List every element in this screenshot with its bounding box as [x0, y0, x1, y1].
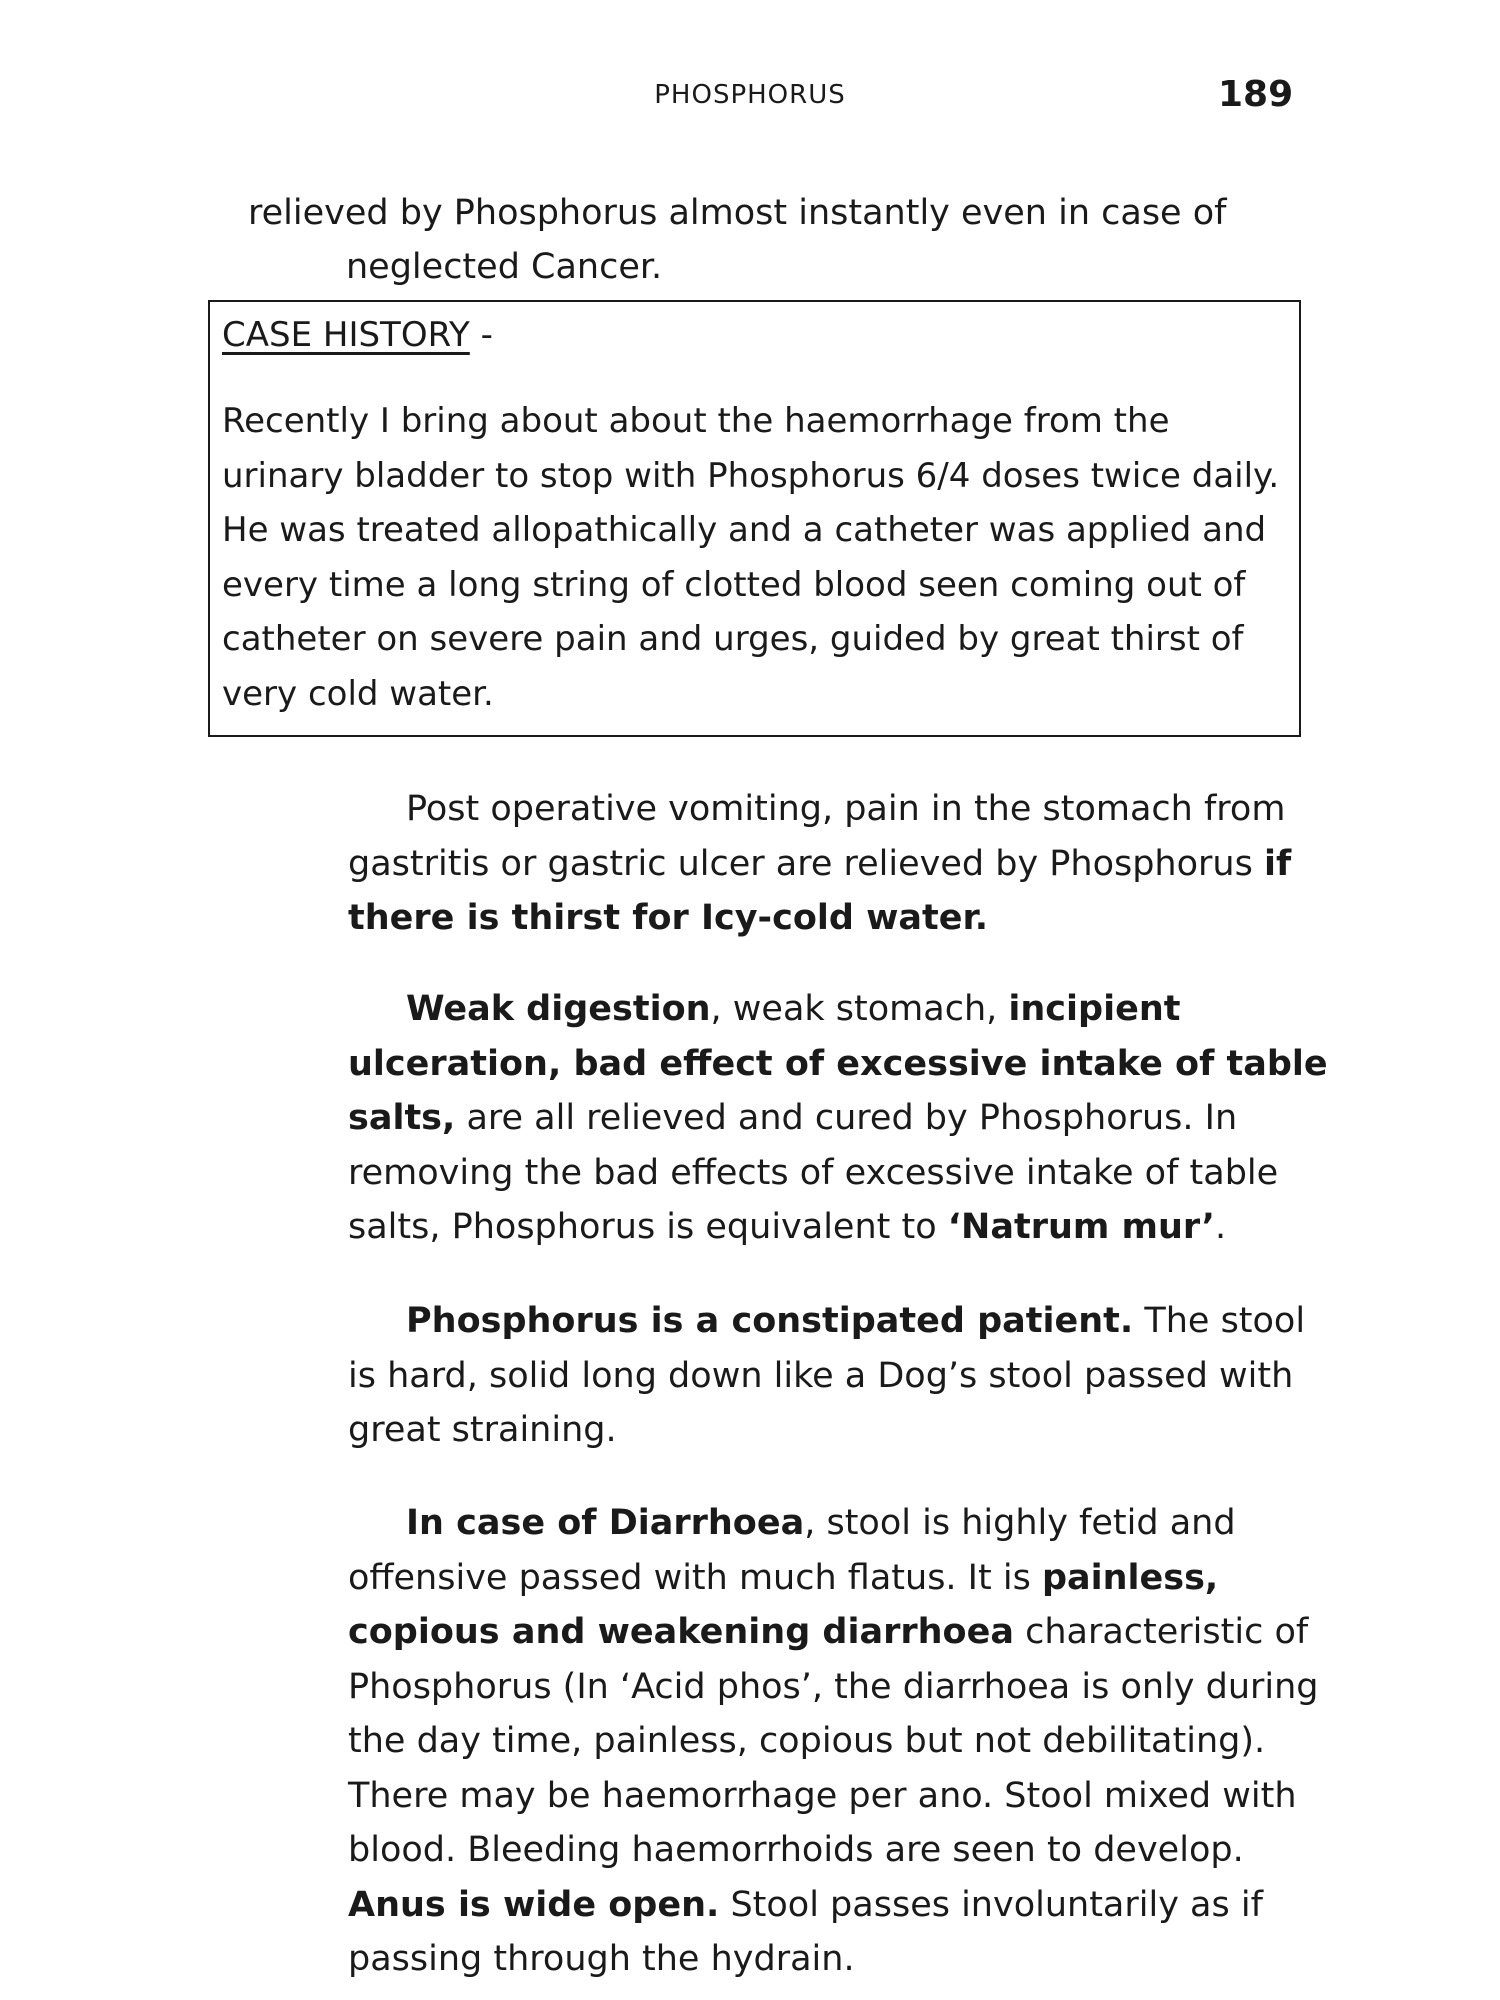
case-history-dash: -: [480, 315, 493, 355]
p4-bold-3: Anus is wide open.: [348, 1884, 720, 1925]
p1-text: Post operative vomiting, pain in the stomach from gastritis or gastric ulcer are relieved by Phosphorus: [348, 789, 1286, 884]
p3-text: The stool is hard, solid long down like a Dog’s stool passed with great straining.: [348, 1301, 1306, 1450]
p3-bold: Phosphorus is a constipated patient.: [406, 1301, 1134, 1341]
paragraph-post-operative: [348, 782, 1338, 946]
running-header: PHOSPHORUS: [654, 80, 846, 110]
p4-bold-1: In case of Diarrhoea: [406, 1503, 805, 1543]
p2-text-2: are all relieved and cured by Phosphorus. In removing the bad effects of excessive intake of table salts, Phosphorus is equivalent to: [348, 1098, 1279, 1247]
paragraph-weak-digestion: [348, 982, 1338, 1255]
p2-text-1: , weak stomach,: [710, 989, 1009, 1029]
p4-text-2: characteristic of Phosphorus (In ‘Acid phos’, the diarrhoea is only during the day time, painless, copious but not debilitating). There may be haemorrhage per ano. Stool mixed with blood. Bleeding haemorrhoids are seen to develop.: [348, 1612, 1319, 1870]
case-history-box: [208, 300, 1301, 737]
case-history-title: CASE HISTORY: [222, 315, 470, 355]
p2-bold-1: Weak digestion: [406, 989, 711, 1029]
page-number: 189: [1218, 74, 1294, 115]
p2-bold-2: incipient ulceration, bad effect of excessive intake of table salts,: [348, 989, 1328, 1138]
case-history-text: Recently I bring about about the haemorrhage from the urinary bladder to stop with Phosphorus 6/4 doses twice daily. He was treated allopathically and a catheter was applied and every time a long string of clotted blood seen coming out of catheter on severe pain and urges, guided by great thirst of very cold water.: [222, 401, 1280, 714]
intro-line-2: neglected Cancer.: [346, 247, 663, 287]
p2-bold-3: ‘Natrum mur’: [947, 1207, 1215, 1247]
p1-bold: if there is thirst for Icy-cold water.: [348, 843, 1292, 938]
p4-text-3: Stool passes involuntarily as if passing through the hydrain.: [348, 1884, 1263, 1979]
paragraph-constipation: [348, 1294, 1338, 1458]
intro-continuation: [248, 186, 1348, 294]
case-history-heading: [222, 308, 1281, 362]
p4-text-1: , stool is highly fetid and offensive passed with much flatus. It is: [348, 1503, 1236, 1598]
intro-line-1: relieved by Phosphorus almost instantly even in case of: [248, 193, 1227, 233]
p4-bold-2: painless, copious and weakening diarrhoea: [348, 1557, 1219, 1652]
paragraph-diarrhoea: [348, 1496, 1338, 1987]
p2-text-3: .: [1214, 1207, 1227, 1247]
